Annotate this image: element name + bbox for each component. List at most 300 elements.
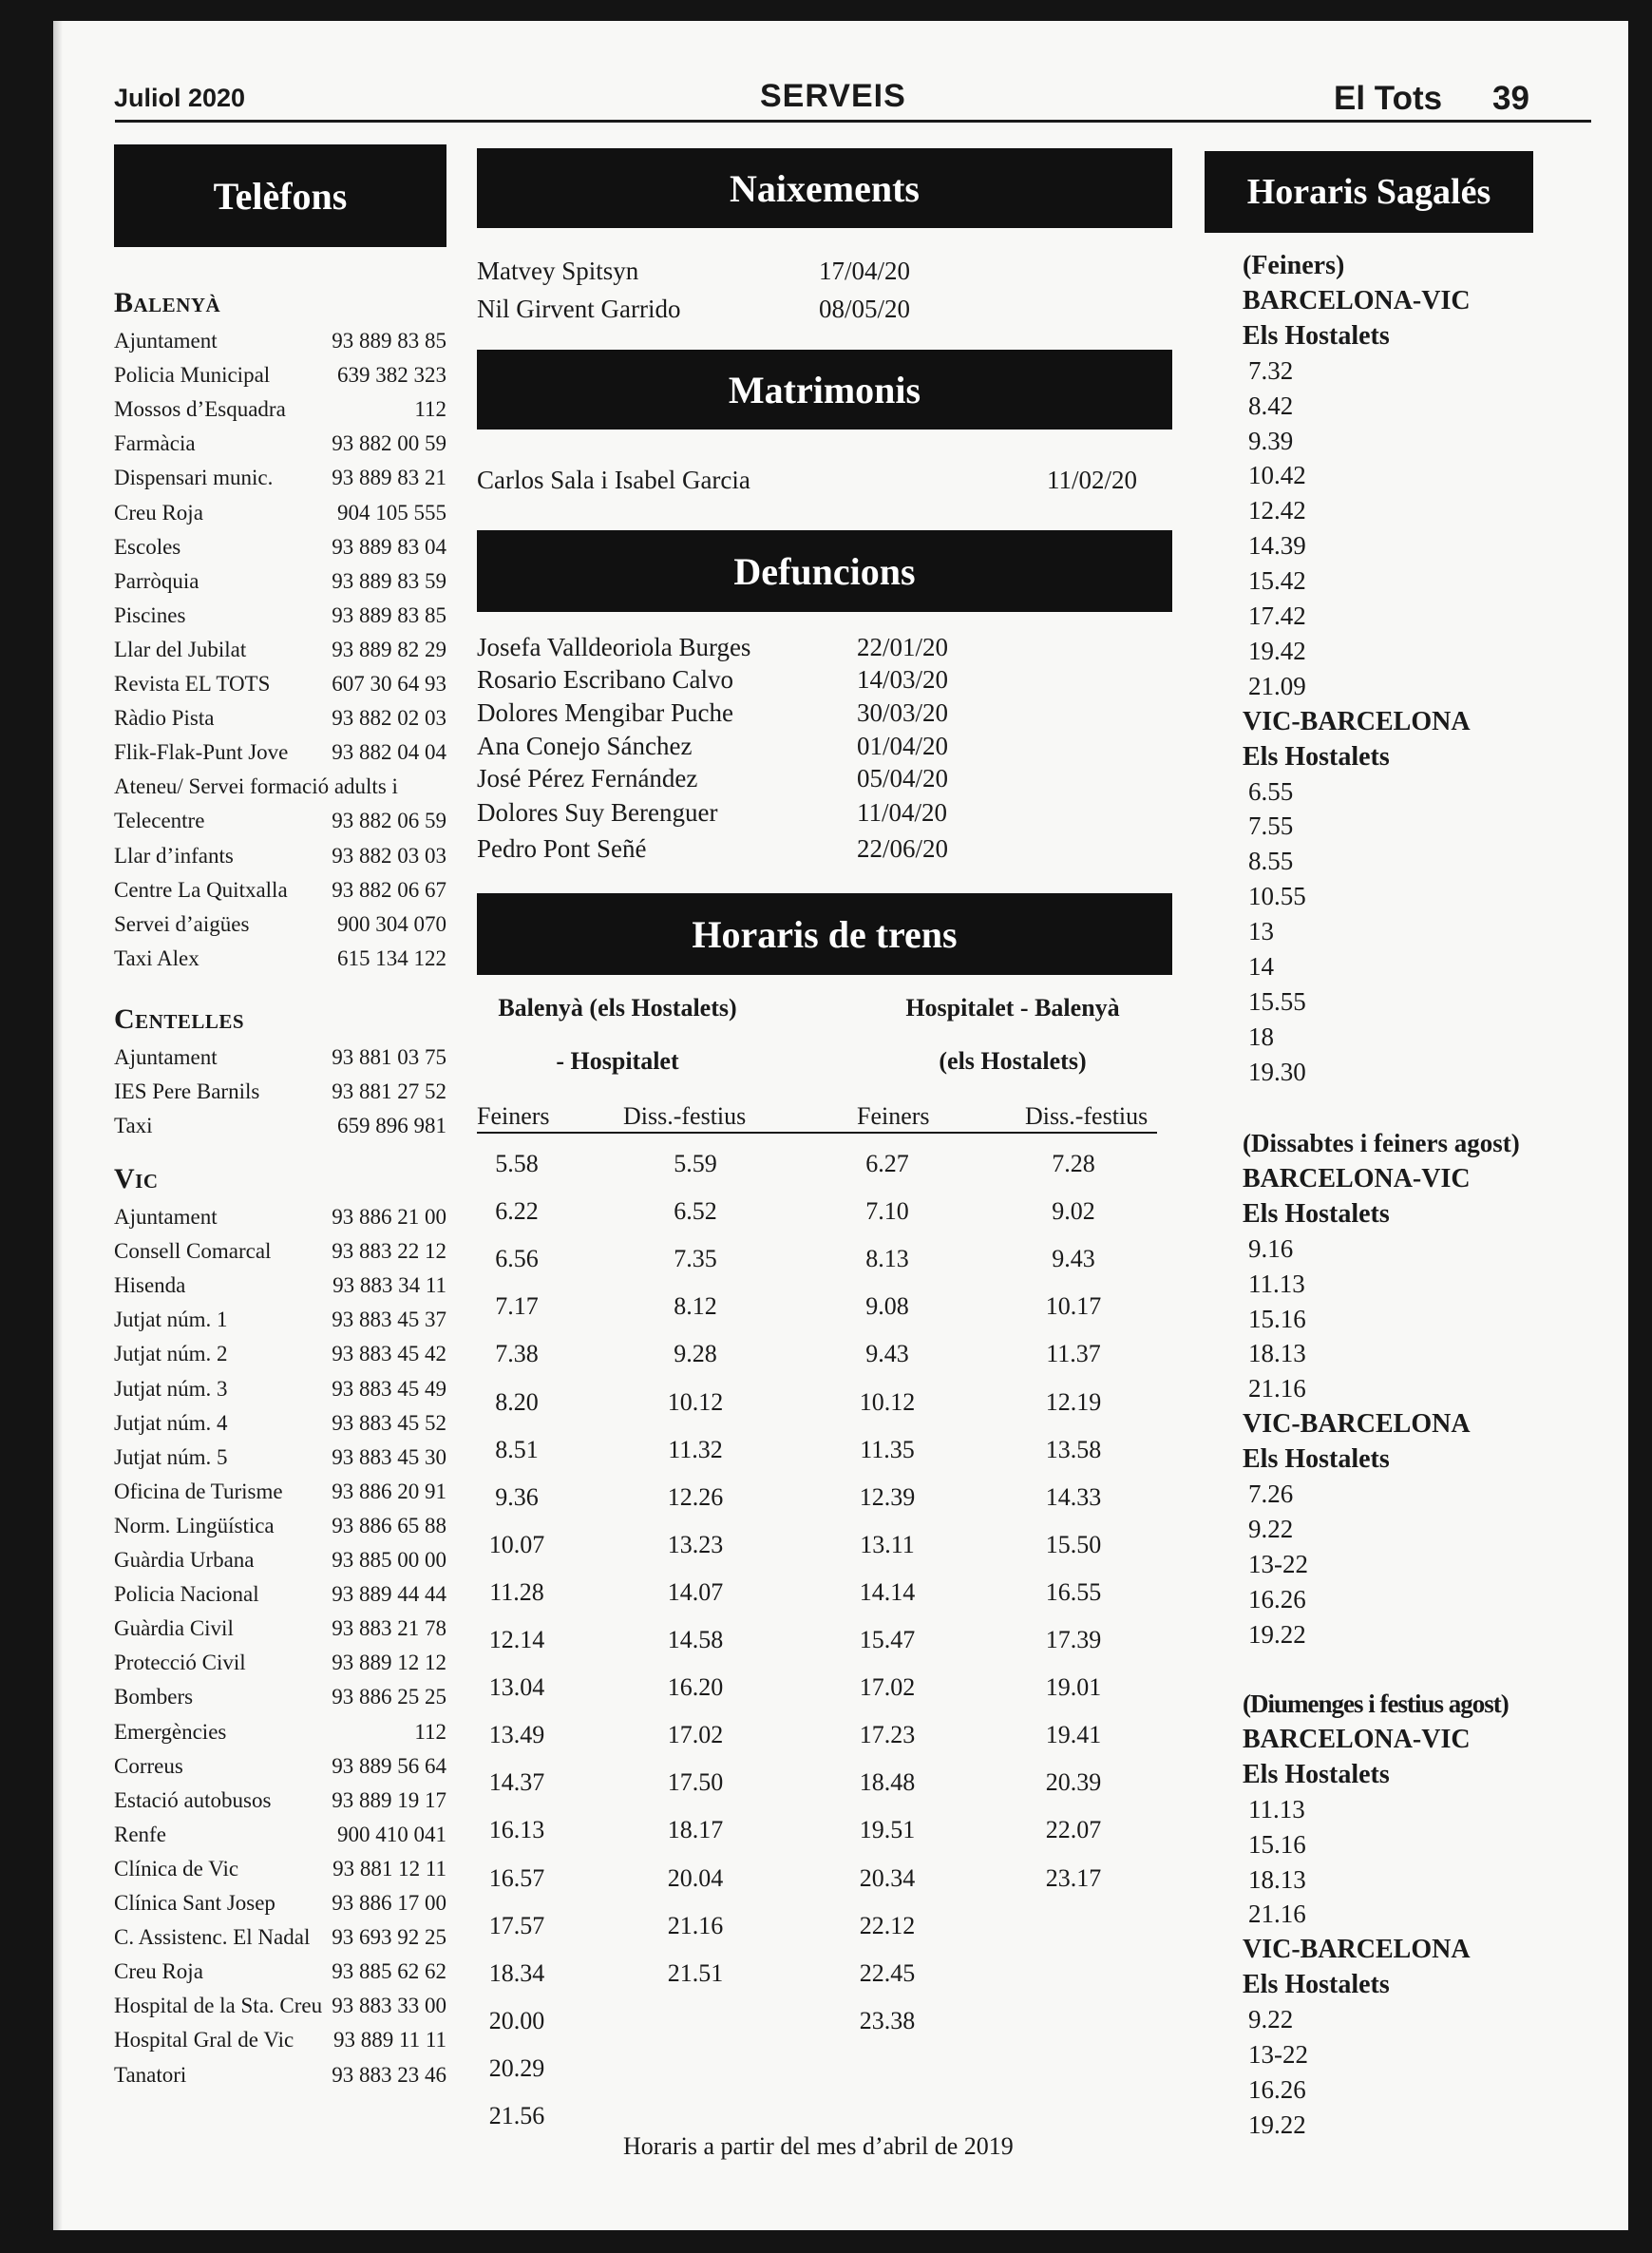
phone-row (114, 1823, 446, 1857)
train-time: 17.02 (667, 1721, 724, 1749)
train-footnote: Horaris a partir del mes d’abril de 2019 (623, 2132, 1014, 2160)
phone-number: 93 883 33 00 (332, 1994, 446, 2018)
phone-number: 93 889 44 44 (332, 1582, 446, 1607)
header-rule (115, 120, 1591, 123)
bus-time: 21.16 (1248, 1900, 1306, 1929)
phone-number: 93 881 12 11 (332, 1856, 446, 1881)
phone-name: Correus (114, 1753, 183, 1778)
phone-name: Bombers (114, 1685, 194, 1709)
phone-name: Policia Municipal (114, 363, 271, 388)
bus-time: 10.42 (1248, 461, 1306, 490)
train-time: 10.12 (667, 1387, 724, 1416)
phone-row (114, 603, 446, 638)
phone-number: 93 889 83 85 (332, 602, 446, 627)
bus-stop-name: Els Hostalets (1243, 1444, 1390, 1475)
train-time: 22.12 (859, 1911, 916, 1939)
header-date: Juliol 2020 (114, 84, 246, 112)
phone-row (114, 1514, 446, 1548)
phone-row (114, 1079, 446, 1114)
phone-row (114, 672, 446, 706)
birth-name: Nil Girvent Garrido (477, 295, 681, 323)
phone-row (114, 1788, 446, 1823)
phone-name: Centre La Quitxalla (114, 877, 288, 902)
banner-telefons: Telèfons (114, 144, 446, 247)
phone-number: 93 889 56 64 (332, 1753, 446, 1778)
phone-number: 904 105 555 (337, 500, 446, 525)
phone-number: 93 889 12 12 (332, 1651, 446, 1675)
banner-defuncions: Defuncions (477, 530, 1172, 612)
bus-time: 9.16 (1248, 1233, 1294, 1263)
train-time: 13.49 (488, 1721, 545, 1749)
train-time: 19.41 (1045, 1721, 1102, 1749)
phone-name: Parròquia (114, 568, 199, 593)
phone-section-heading: Centelles (114, 1003, 245, 1035)
phone-row (114, 1239, 446, 1273)
train-time: 12.39 (859, 1482, 916, 1511)
bus-time: 7.26 (1248, 1480, 1294, 1508)
train-time: 20.04 (667, 1863, 724, 1892)
bus-time: 10.55 (1248, 882, 1306, 911)
phone-row (114, 1045, 446, 1079)
phone-row (114, 329, 446, 363)
phone-number: 93 889 83 59 (332, 568, 446, 593)
phone-name: Guàrdia Urbana (114, 1548, 255, 1572)
train-col-header: Diss.-festius (623, 1102, 747, 1130)
phone-number: 93 886 21 00 (332, 1205, 446, 1229)
bus-time: 19.42 (1248, 636, 1306, 665)
marriage-names: Carlos Sala i Isabel Garcia (477, 466, 750, 494)
train-time: 10.17 (1045, 1292, 1102, 1321)
phone-name: Jutjat núm. 4 (114, 1410, 228, 1435)
train-time: 15.47 (859, 1626, 916, 1653)
phone-row (114, 1582, 446, 1616)
bus-time: 9.22 (1248, 1514, 1294, 1543)
phone-row (114, 1114, 446, 1148)
phone-row (114, 774, 446, 809)
train-time: 14.07 (667, 1577, 724, 1606)
phone-name: Hisenda (114, 1273, 186, 1298)
banner-naixements: Naixements (477, 148, 1172, 228)
phone-row (114, 1342, 446, 1376)
phone-number: 900 304 070 (337, 911, 446, 936)
train-time: 13.11 (860, 1530, 915, 1558)
phone-name: Jutjat núm. 3 (114, 1376, 228, 1401)
train-time: 9.08 (865, 1292, 909, 1321)
phone-number: 93 889 83 04 (332, 534, 446, 559)
bus-time: 14 (1248, 952, 1274, 981)
bus-time: 18 (1248, 1021, 1274, 1051)
header-section: SERVEIS (760, 78, 906, 114)
phone-row (114, 1994, 446, 2028)
train-col-header: Feiners (477, 1102, 550, 1130)
train-time: 7.38 (495, 1340, 539, 1368)
phone-name: Clínica Sant Josep (114, 1891, 275, 1915)
phone-row (114, 1651, 446, 1685)
train-time: 11.32 (668, 1435, 723, 1463)
train-time: 13.23 (667, 1530, 724, 1558)
bus-time: 15.55 (1248, 986, 1306, 1016)
bus-stop-name: Els Hostalets (1243, 1970, 1390, 2000)
phone-row (114, 706, 446, 740)
bus-time: 18.13 (1248, 1864, 1306, 1894)
bus-time: 12.42 (1248, 496, 1306, 525)
phone-number: 93 882 02 03 (332, 706, 446, 731)
train-col-header: Diss.-festius (1025, 1102, 1149, 1130)
phone-name: Ateneu/ Servei formació adults i (114, 774, 398, 799)
phone-row (114, 535, 446, 569)
route1-line2: - Hospitalet (556, 1047, 679, 1075)
phone-name: Dispensari munic. (114, 466, 274, 490)
phone-number: 93 886 20 91 (332, 1479, 446, 1503)
bus-time: 9.22 (1248, 2005, 1294, 2034)
phone-section-heading: Balenyà (114, 287, 221, 318)
phone-row (114, 878, 446, 912)
phone-name: Hospital Gral de Vic (114, 2028, 294, 2053)
train-time: 5.58 (495, 1150, 539, 1177)
phone-row (114, 1548, 446, 1582)
birth-name: Matvey Spitsyn (477, 257, 639, 285)
phone-row (114, 809, 446, 843)
phone-number: 93 883 45 49 (332, 1376, 446, 1401)
train-time: 12.19 (1045, 1387, 1102, 1416)
death-name: Dolores Mengibar Puche (477, 698, 733, 727)
phone-name: Protecció Civil (114, 1651, 246, 1675)
train-time: 9.28 (674, 1340, 717, 1368)
train-time: 14.14 (859, 1577, 916, 1606)
bus-time: 11.13 (1248, 1269, 1305, 1298)
phone-name: Llar d’infants (114, 843, 234, 868)
phone-row (114, 740, 446, 774)
phone-number: 93 882 03 03 (332, 843, 446, 868)
phone-name: Consell Comarcal (114, 1239, 272, 1264)
train-col-header: Feiners (857, 1102, 930, 1130)
train-time: 20.00 (488, 2006, 545, 2034)
phone-row (114, 1205, 446, 1239)
phone-name: Ajuntament (114, 1205, 218, 1229)
bus-time: 8.42 (1248, 391, 1294, 420)
train-time: 14.58 (667, 1626, 724, 1653)
train-time: 7.28 (1052, 1150, 1095, 1177)
phone-name: Tanatori (114, 2062, 187, 2087)
phone-name: Jutjat núm. 5 (114, 1444, 228, 1469)
phone-number: 93 882 06 59 (332, 809, 446, 833)
phone-number: 93 882 00 59 (332, 431, 446, 456)
phone-name: IES Pere Barnils (114, 1079, 260, 1104)
phone-number: 93 883 22 12 (332, 1239, 446, 1264)
death-date: 01/04/20 (857, 732, 949, 760)
phone-row (114, 431, 446, 466)
phone-row (114, 1959, 446, 1994)
phone-name: Guàrdia Civil (114, 1616, 234, 1641)
phone-number: 93 885 62 62 (332, 1959, 446, 1984)
bus-time: 19.22 (1248, 1619, 1306, 1649)
train-time: 7.35 (674, 1245, 717, 1273)
train-time: 12.14 (488, 1626, 545, 1653)
bus-time: 14.39 (1248, 531, 1306, 561)
death-date: 14/03/20 (857, 665, 949, 694)
train-time: 5.59 (674, 1150, 717, 1177)
phone-row (114, 501, 446, 535)
bus-time: 15.16 (1248, 1304, 1306, 1333)
phone-number: 639 382 323 (337, 363, 446, 388)
bus-time: 21.09 (1248, 671, 1306, 700)
phone-name: Taxi Alex (114, 945, 199, 970)
phone-row (114, 363, 446, 397)
phone-row (114, 912, 446, 946)
phone-number: 93 881 03 75 (332, 1045, 446, 1069)
bus-route-name: BARCELONA-VIC (1243, 1163, 1471, 1193)
train-time: 19.01 (1045, 1673, 1102, 1702)
death-name: Pedro Pont Señé (477, 834, 647, 863)
phone-name: Jutjat núm. 2 (114, 1342, 228, 1366)
death-date: 22/01/20 (857, 633, 949, 661)
phone-row (114, 1720, 446, 1754)
bus-block-heading: (Feiners) (1243, 251, 1345, 280)
magazine-page (53, 21, 1628, 2230)
train-time: 17.23 (859, 1721, 916, 1749)
train-time: 6.22 (495, 1197, 539, 1226)
route2-line2: (els Hostalets) (939, 1047, 1087, 1075)
phone-number: 93 889 82 29 (332, 637, 446, 661)
bus-time: 7.32 (1248, 355, 1294, 385)
phone-row (114, 1445, 446, 1480)
phone-row (114, 1857, 446, 1891)
phone-name: Telecentre (114, 809, 205, 833)
train-time: 9.36 (495, 1482, 539, 1511)
death-date: 22/06/20 (857, 834, 949, 863)
train-time: 6.52 (674, 1197, 717, 1226)
train-time: 10.07 (488, 1530, 545, 1558)
death-date: 11/04/20 (857, 798, 948, 827)
train-time: 21.56 (488, 2102, 545, 2129)
train-time: 11.35 (860, 1435, 915, 1463)
phone-row (114, 1754, 446, 1788)
bus-route-name: BARCELONA-VIC (1243, 285, 1471, 315)
phone-row (114, 2028, 446, 2062)
train-time: 18.48 (859, 1768, 916, 1797)
bus-time: 16.26 (1248, 2074, 1306, 2104)
bus-stop-name: Els Hostalets (1243, 1759, 1390, 1789)
train-time: 10.12 (859, 1387, 916, 1416)
marriage-date: 11/02/20 (1047, 466, 1138, 494)
train-time: 11.28 (489, 1577, 544, 1606)
bus-block-heading: (Dissabtes i feiners agost) (1243, 1129, 1520, 1157)
phone-name: Ajuntament (114, 1045, 218, 1069)
phone-name: Creu Roja (114, 1959, 203, 1984)
phone-number: 659 896 981 (337, 1114, 446, 1138)
phone-number: 93 889 11 11 (332, 2028, 446, 2053)
route1-line1: Balenyà (els Hostalets) (498, 994, 737, 1021)
phone-number: 93 881 27 52 (332, 1079, 446, 1104)
phone-name: Mossos d’Esquadra (114, 397, 286, 422)
phone-row (114, 1925, 446, 1959)
bus-time: 16.26 (1248, 1584, 1306, 1613)
train-time: 9.02 (1052, 1197, 1095, 1226)
train-time: 14.37 (488, 1768, 545, 1797)
train-time: 8.51 (495, 1435, 539, 1463)
phone-number: 93 883 23 46 (332, 2062, 446, 2087)
train-time: 8.20 (495, 1387, 539, 1416)
death-name: Josefa Valldeoriola Burges (477, 633, 751, 661)
bus-time: 11.13 (1248, 1794, 1305, 1823)
phone-number: 93 886 17 00 (332, 1891, 446, 1915)
phone-number: 93 886 65 88 (332, 1513, 446, 1537)
phone-row (114, 466, 446, 500)
phone-number: 607 30 64 93 (332, 672, 446, 696)
bus-time: 15.42 (1248, 566, 1306, 596)
banner-horaris-sagales: Horaris Sagalés (1205, 151, 1533, 233)
train-time: 16.55 (1045, 1577, 1102, 1606)
bus-time: 17.42 (1248, 601, 1306, 630)
train-time: 13.58 (1045, 1435, 1102, 1463)
train-time: 17.39 (1045, 1626, 1102, 1653)
banner-horaris-trens: Horaris de trens (477, 893, 1172, 975)
bus-time: 21.16 (1248, 1374, 1306, 1403)
phone-row (114, 946, 446, 981)
route2-line1: Hospitalet - Balenyà (905, 994, 1120, 1021)
bus-time: 6.55 (1248, 776, 1294, 806)
phone-name: Jutjat núm. 1 (114, 1308, 228, 1332)
train-time: 17.02 (859, 1673, 916, 1702)
phone-name: Piscines (114, 602, 186, 627)
train-time: 16.13 (488, 1816, 545, 1844)
bus-time: 9.39 (1248, 426, 1294, 455)
phone-number: 615 134 122 (337, 945, 446, 970)
phone-name: Ajuntament (114, 329, 218, 353)
phone-number: 93 889 19 17 (332, 1787, 446, 1812)
birth-date: 17/04/20 (819, 257, 911, 285)
phone-name: Estació autobusos (114, 1787, 272, 1812)
phone-name: Ràdio Pista (114, 706, 215, 731)
bus-route-name: VIC-BARCELONA (1243, 706, 1471, 736)
train-time: 19.51 (859, 1816, 916, 1844)
bus-time: 19.30 (1248, 1057, 1306, 1086)
train-time: 7.10 (865, 1197, 909, 1226)
phone-name: Oficina de Turisme (114, 1479, 283, 1503)
train-time: 14.33 (1045, 1482, 1102, 1511)
phone-number: 93 889 83 21 (332, 466, 446, 490)
bus-time: 13-22 (1248, 2040, 1308, 2069)
train-time: 17.50 (667, 1768, 724, 1797)
phone-number: 93 883 45 42 (332, 1342, 446, 1366)
phone-number: 93 885 00 00 (332, 1548, 446, 1572)
phone-number: 112 (414, 1719, 446, 1744)
bus-route-name: VIC-BARCELONA (1243, 1409, 1471, 1440)
train-time: 18.34 (488, 1958, 545, 1987)
train-header-rule (477, 1132, 1157, 1134)
phone-row (114, 1685, 446, 1719)
phone-name: Farmàcia (114, 431, 196, 456)
death-date: 30/03/20 (857, 698, 949, 727)
phone-name: Hospital de la Sta. Creu (114, 1994, 323, 2018)
train-time: 18.17 (667, 1816, 724, 1844)
phone-row (114, 844, 446, 878)
header-page-number: 39 (1492, 80, 1529, 117)
phone-name: Servei d’aigües (114, 911, 250, 936)
train-time: 12.26 (667, 1482, 724, 1511)
phone-name: Creu Roja (114, 500, 203, 525)
train-time: 20.39 (1045, 1768, 1102, 1797)
train-time: 21.51 (667, 1958, 724, 1987)
bus-stop-name: Els Hostalets (1243, 1198, 1390, 1229)
train-time: 9.43 (1052, 1245, 1095, 1273)
phone-name: Clínica de Vic (114, 1856, 239, 1881)
train-time: 23.38 (859, 2006, 916, 2034)
train-time: 21.16 (667, 1911, 724, 1939)
phone-number: 93 883 45 37 (332, 1308, 446, 1332)
phone-row (114, 1616, 446, 1651)
train-time: 20.29 (488, 2053, 545, 2082)
bus-time: 13 (1248, 917, 1274, 946)
bus-time: 18.13 (1248, 1339, 1306, 1368)
phone-row (114, 1273, 446, 1308)
phone-name: Flik-Flak-Punt Jove (114, 740, 289, 765)
phone-number: 93 883 45 30 (332, 1444, 446, 1469)
bus-block-heading: (Diumenges i festius agost) (1243, 1690, 1509, 1718)
death-name: Dolores Suy Berenguer (477, 798, 718, 827)
banner-matrimonis: Matrimonis (477, 350, 1172, 430)
bus-time: 13-22 (1248, 1549, 1308, 1578)
train-time: 6.27 (865, 1150, 909, 1177)
phone-row (114, 1377, 446, 1411)
phone-number: 93 882 04 04 (332, 740, 446, 765)
phone-row (114, 1891, 446, 1925)
phone-section-heading: Vic (114, 1163, 159, 1194)
birth-date: 08/05/20 (819, 295, 911, 323)
phone-row (114, 1480, 446, 1514)
train-time: 11.37 (1046, 1340, 1101, 1368)
phone-number: 93 886 25 25 (332, 1685, 446, 1709)
phone-row (114, 1308, 446, 1342)
train-time: 16.20 (667, 1673, 724, 1702)
death-date: 05/04/20 (857, 764, 949, 792)
header-title: El Tots (1334, 80, 1443, 117)
phone-name: Norm. Lingüística (114, 1513, 275, 1537)
phone-name: Revista EL TOTS (114, 672, 271, 696)
phone-name: Taxi (114, 1114, 153, 1138)
phone-number: 93 883 21 78 (332, 1616, 446, 1641)
phone-number: 93 883 45 52 (332, 1410, 446, 1435)
train-time: 6.56 (495, 1245, 539, 1273)
bus-route-name: VIC-BARCELONA (1243, 1935, 1471, 1965)
train-time: 8.12 (674, 1292, 717, 1321)
phone-name: Escoles (114, 534, 181, 559)
bus-time: 7.55 (1248, 811, 1294, 841)
train-time: 7.17 (495, 1292, 539, 1321)
phone-name: Llar del Jubilat (114, 637, 247, 661)
train-time: 20.34 (859, 1863, 916, 1892)
death-name: José Pérez Fernández (477, 764, 698, 792)
phone-name: Renfe (114, 1822, 166, 1846)
train-time: 17.57 (488, 1911, 545, 1939)
phone-row (114, 638, 446, 672)
phone-number: 112 (414, 397, 446, 422)
train-time: 9.43 (865, 1340, 909, 1368)
train-time: 15.50 (1045, 1530, 1102, 1558)
phone-number: 93 883 34 11 (332, 1273, 446, 1298)
train-time: 22.45 (859, 1958, 916, 1987)
death-name: Ana Conejo Sánchez (477, 732, 693, 760)
phone-number: 900 410 041 (337, 1822, 446, 1846)
bus-stop-name: Els Hostalets (1243, 741, 1390, 772)
phone-name: Emergències (114, 1719, 227, 1744)
phone-name: Policia Nacional (114, 1582, 259, 1607)
train-time: 22.07 (1045, 1816, 1102, 1844)
bus-time: 19.22 (1248, 2110, 1306, 2139)
phone-row (114, 397, 446, 431)
phone-row (114, 1411, 446, 1445)
train-time: 8.13 (865, 1245, 909, 1273)
